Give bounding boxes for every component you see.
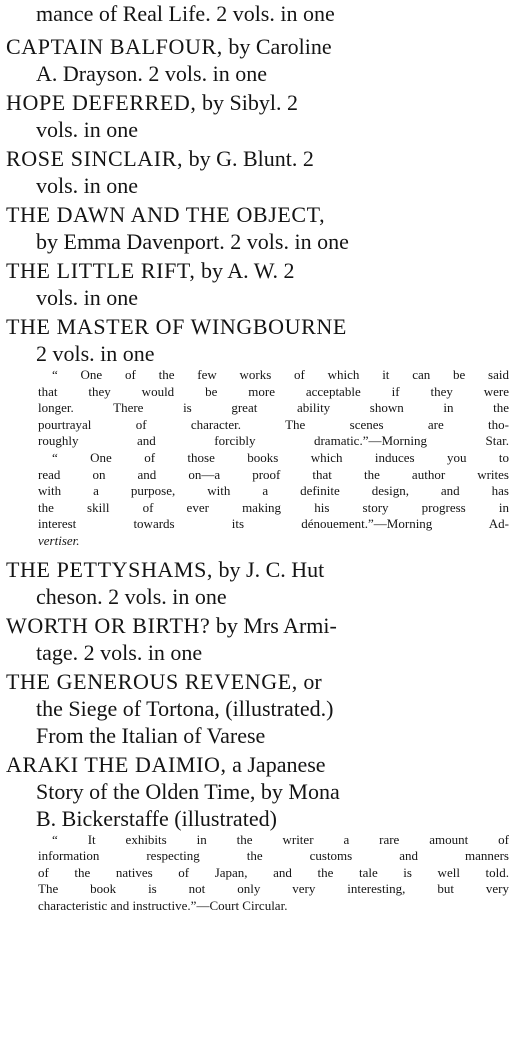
entry-line: Story of the Olden Time, by Mona [36,778,340,804]
book-title: THE GENEROUS REVENGE, [6,668,298,694]
book-title: THE LITTLE RIFT, [6,258,196,283]
entry-line: vols. in one [36,117,139,142]
book-author: by A. W. 2 [195,258,295,283]
entry-line: by Emma Davenport. 2 vols. in one [36,229,349,254]
review-line: read on and on—a proof that the author writes [38,466,509,482]
entry-line: cheson. 2 vols. in one [36,583,227,609]
book-title: ROSE SINCLAIR, [6,146,184,171]
book-entry-master-of-wingbourne [0,315,513,550]
review-line: characteristic and instructive.”—Court Circular. [38,897,288,913]
book-author: a Japanese [226,751,326,777]
book-title: THE DAWN AND THE OBJECT, [6,202,326,227]
entry-first-line [0,315,513,338]
book-entry-captain-balfour [0,35,513,85]
entry-first-line [0,35,513,58]
book-title: ARAKI THE DAIMIO, [6,751,227,777]
book-entry-worth-or-birth [0,614,513,664]
review-line: information respecting the customs and manners [38,848,509,864]
book-entry-araki-the-daimio [0,753,513,915]
review-line: “ One of those books which induces you to [52,449,509,465]
review-line: the skill of ever making his story progress in [38,499,509,515]
review-line: of the natives of Japan, and the tale is well told. [38,864,509,880]
book-author: by G. Blunt. 2 [183,146,314,171]
review-line: roughly and forcibly dramatic.”—Morning Star. [38,433,509,449]
entry-line: A. Drayson. 2 vols. in one [36,61,267,86]
book-entry-dawn-and-object [0,203,513,253]
entry-line: 2 vols. in one [36,341,155,366]
entry-first-line [0,753,513,776]
book-author: by Caroline [222,34,332,59]
entry-line: the Siege of Tortona, (illustrated.) [36,695,334,721]
book-entry-real-life [0,2,513,25]
book-title: THE MASTER OF WINGBOURNE [6,314,347,339]
book-title: WORTH OR BIRTH? [6,612,211,638]
review-line: “ It exhibits in the writer a rare amount of [52,831,509,847]
entry-line: tage. 2 vols. in one [36,639,203,665]
entry-first-line [0,203,513,226]
entry-first-line [0,147,513,170]
review-line: pourtrayal of character. The scenes are tho- [38,416,509,432]
book-entry-little-rift [0,259,513,309]
book-entry-rose-sinclair [0,147,513,197]
book-author: or [297,668,322,694]
review-line: “ One of the few works of which it can be said [52,367,509,382]
press-review [38,367,509,550]
review-line: with a purpose, with a definite design, and has [38,483,509,499]
book-title: THE PETTYSHAMS, [6,556,214,582]
book-title: CAPTAIN BALFOUR, [6,34,223,59]
review-line: longer. There is great ability shown in the [38,400,509,416]
book-entry-generous-revenge [0,670,513,747]
review-line: interest towards its dénouement.”—Morning Ad- [38,516,509,532]
book-entry-pettyshams [0,558,513,608]
press-review [38,832,509,915]
review-line: vertiser. [38,532,80,548]
entry-line: B. Bickerstaffe (illustrated) [36,805,277,831]
entry-first-line [0,670,513,693]
book-author: by Mrs Armi- [210,612,337,638]
entry-line: From the Italian of Varese [36,722,266,748]
review-line: that they would be more acceptable if they were [38,383,509,399]
entry-first-line [0,91,513,114]
book-entry-hope-deferred [0,91,513,141]
entry-line: vols. in one [36,285,139,310]
entry-first-line [0,259,513,282]
book-author: by J. C. Hut [213,556,325,582]
review-line: The book is not only very interesting, but very [38,881,509,897]
entry-first-line [0,614,513,637]
entry-first-line [0,558,513,581]
book-author: by Sibyl. 2 [196,90,298,115]
book-title: HOPE DEFERRED, [6,90,197,115]
entry-line: vols. in one [36,173,139,198]
entry-line: mance of Real Life. 2 vols. in one [36,1,335,26]
